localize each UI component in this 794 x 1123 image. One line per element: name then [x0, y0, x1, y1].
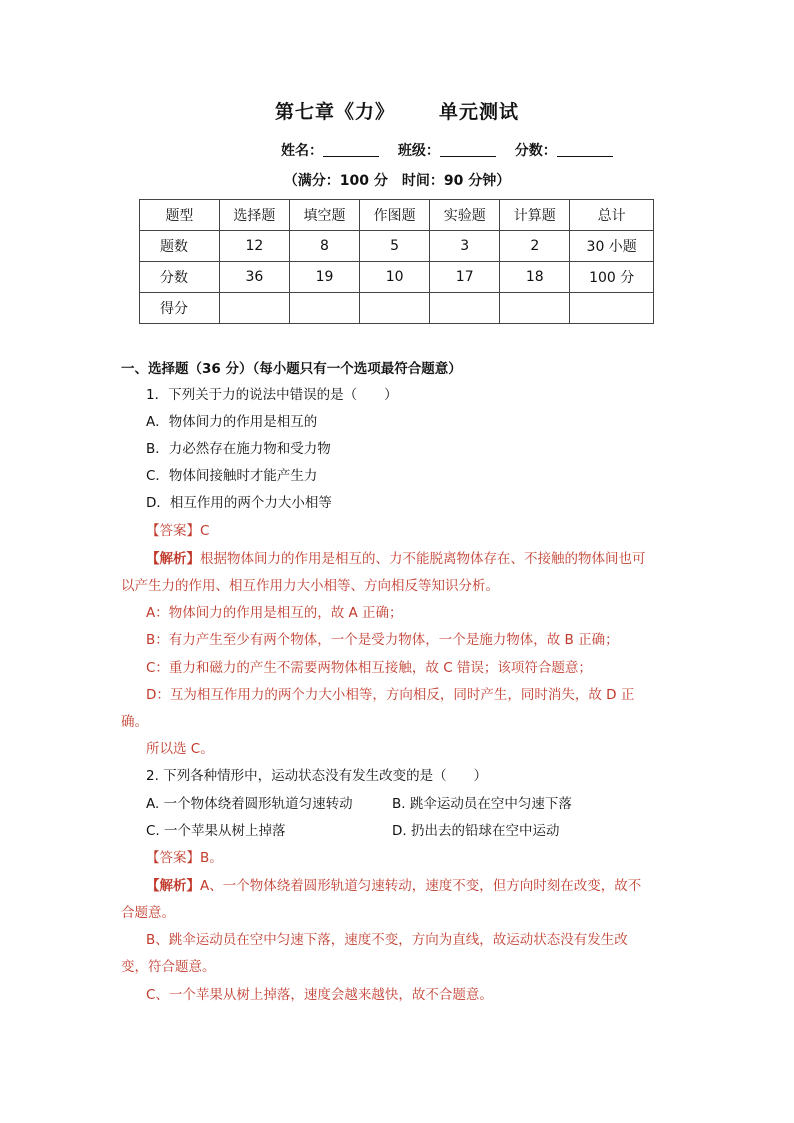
score-input-cell[interactable] — [219, 293, 289, 324]
analysis-text: 根据物体间力的作用是相互的、力不能脱离物体存在、不接触的物体间也可 — [200, 551, 646, 567]
table-cell: 实验题 — [430, 200, 500, 231]
table-cell: 选择题 — [219, 200, 289, 231]
question-2-analysis-cont: 合题意。 — [121, 905, 175, 921]
question-1-option-c: C．物体间接触时才能产生力 — [146, 468, 318, 484]
table-cell: 18 — [500, 262, 570, 293]
question-2-note-c: C、一个苹果从树上掉落，速度会越来越快，故不合题意。 — [146, 987, 493, 1003]
question-1-stem: 1．下列关于力的说法中错误的是（ ） — [146, 387, 398, 403]
analysis-label: 【解析】 — [146, 878, 200, 894]
question-2-option-a: A. 一个物体绕着圆形轨道匀速转动 — [146, 796, 353, 812]
table-cell: 5 — [360, 231, 430, 262]
question-1-option-a: A．物体间力的作用是相互的 — [146, 414, 318, 430]
question-1-analysis — [146, 550, 646, 568]
analysis-label: 【解析】 — [146, 551, 200, 567]
title-test: 单元测试 — [439, 101, 520, 123]
table-cell: 10 — [360, 262, 430, 293]
table-cell: 2 — [500, 231, 570, 262]
table-cell: 题数 — [140, 231, 220, 262]
question-2-note-b-cont: 变，符合题意。 — [121, 959, 216, 975]
name-field[interactable]: 姓名： — [281, 143, 379, 159]
question-2-option-b: B. 跳伞运动员在空中匀速下落 — [392, 796, 572, 812]
score-input-cell[interactable] — [360, 293, 430, 324]
table-cell: 36 — [219, 262, 289, 293]
table-cell: 分数 — [140, 262, 220, 293]
score-input-cell[interactable] — [570, 293, 654, 324]
question-1-note-a: A：物体间力的作用是相互的，故 A 正确； — [146, 605, 403, 621]
question-2-stem: 2. 下列各种情形中，运动状态没有发生改变的是（ ） — [146, 768, 488, 784]
question-2-analysis — [146, 877, 641, 895]
table-cell: 计算题 — [500, 200, 570, 231]
table-row — [140, 231, 654, 262]
table-cell: 3 — [430, 231, 500, 262]
table-row — [140, 262, 654, 293]
student-info — [281, 140, 613, 160]
question-1-answer: 【答案】C — [146, 523, 210, 539]
score-field[interactable]: 分数： — [515, 143, 613, 159]
question-2-note-b: B、跳伞运动员在空中匀速下落，速度不变，方向为直线，故运动状态没有发生改 — [146, 932, 628, 948]
question-1-note-c: C：重力和磁力的产生不需要两物体相互接触，故 C 错误；该项符合题意； — [146, 660, 592, 676]
table-cell: 17 — [430, 262, 500, 293]
question-2-option-d: D. 扔出去的铅球在空中运动 — [392, 823, 560, 839]
page-title — [0, 97, 794, 124]
question-1-note-d-cont: 确。 — [121, 714, 148, 730]
section-heading: 一、选择题（36 分）（每小题只有一个选项最符合题意） — [121, 361, 462, 377]
table-cell: 12 — [219, 231, 289, 262]
table-cell: 作图题 — [360, 200, 430, 231]
table-cell: 100 分 — [570, 262, 654, 293]
question-2-option-c: C. 一个苹果从树上掉落 — [146, 823, 286, 839]
table-cell: 19 — [289, 262, 359, 293]
table-row — [140, 293, 654, 324]
score-input-cell[interactable] — [500, 293, 570, 324]
table-header-row — [140, 200, 654, 231]
question-1-analysis-cont: 以产生力的作用、相互作用力大小相等、方向相反等知识分析。 — [121, 578, 499, 594]
table-cell: 总计 — [570, 200, 654, 231]
analysis-text: A、一个物体绕着圆形轨道匀速转动，速度不变，但方向时刻在改变，故不 — [200, 878, 642, 894]
table-cell: 得分 — [140, 293, 220, 324]
score-table — [139, 199, 654, 324]
question-1-option-b: B．力必然存在施力物和受力物 — [146, 441, 331, 457]
question-2-answer: 【答案】B。 — [146, 850, 223, 866]
table-cell: 题型 — [140, 200, 220, 231]
table-cell: 8 — [289, 231, 359, 262]
question-1-note-b: B：有力产生至少有两个物体，一个是受力物体，一个是施力物体，故 B 正确； — [146, 632, 619, 648]
table-cell: 填空题 — [289, 200, 359, 231]
exam-meta: （满分：100 分 时间：90 分钟） — [283, 173, 511, 189]
question-1-option-d: D．相互作用的两个力大小相等 — [146, 495, 332, 511]
question-1-note-d: D：互为相互作用力的两个力大小相等，方向相反，同时产生，同时消失，故 D 正 — [146, 687, 635, 703]
question-1-conclusion: 所以选 C。 — [146, 741, 214, 757]
class-field[interactable]: 班级： — [398, 143, 496, 159]
table-cell: 30 小题 — [570, 231, 654, 262]
score-input-cell[interactable] — [430, 293, 500, 324]
score-input-cell[interactable] — [289, 293, 359, 324]
title-chapter: 第七章《力》 — [274, 101, 395, 123]
